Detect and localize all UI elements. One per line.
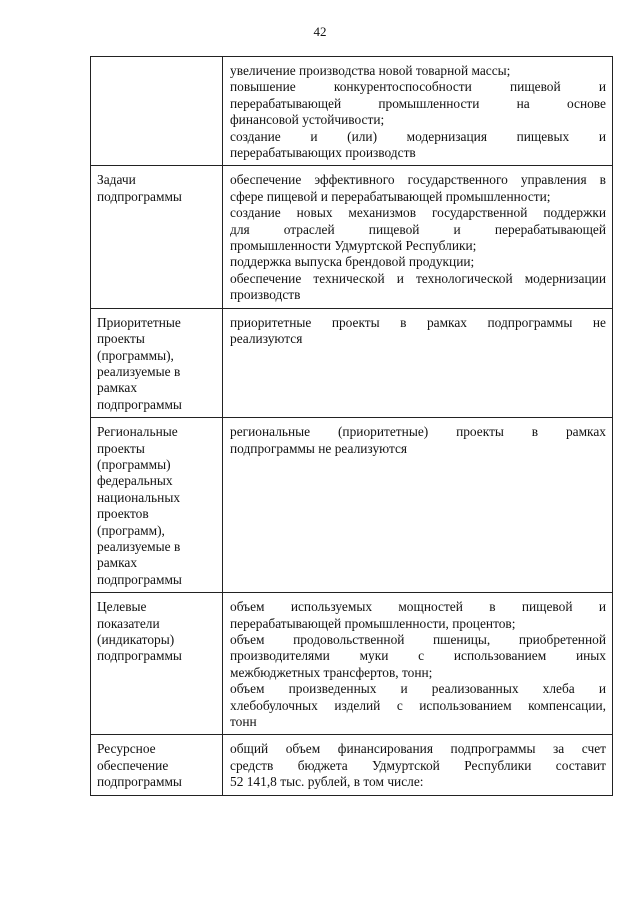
row-label-line: реализуемые в [97,538,181,554]
row-label-line: подпрограммы [97,188,182,204]
table-row [91,593,613,735]
row-content-line: повышение конкурентоспособности пищевой и [230,79,606,95]
table-row [91,166,613,308]
table-body [91,57,613,796]
row-label-cell [91,735,223,795]
row-content-line: региональные (приоритетные) проекты в рамках [230,424,606,440]
row-content-line: обеспечение эффективного государственного управления в [230,172,606,188]
row-content-line: 52 141,8 тыс. рублей, в том числе: [230,774,424,790]
row-content-line: производителями муки с использованием иных [230,648,606,664]
row-content-line: создание и (или) модернизация пищевых и [230,128,606,144]
row-label-cell [91,418,223,593]
row-label-line: рамках [97,380,138,396]
row-label-line: подпрограммы [97,396,182,412]
row-content-line: обеспечение технической и технологической модернизации [230,270,606,286]
row-label-line: (программы), [97,347,174,363]
row-label-line: реализуемые в [97,363,181,379]
row-content-line: подпрограммы не реализуются [230,440,408,456]
row-content-line: промышленности Удмуртской Республики; [230,238,477,254]
row-label-line: федеральных [97,473,173,489]
row-content-line: производств [230,287,301,303]
row-label-line: подпрограммы [97,571,182,587]
row-label-line: Целевые [97,599,147,615]
row-content-cell [223,57,613,166]
row-label-line: рамках [97,555,138,571]
row-content-line: создание новых механизмов государственной поддержки [230,205,606,221]
row-label-line: показатели [97,615,160,631]
row-content-line: перерабатывающих производств [230,145,416,161]
row-content-cell [223,735,613,795]
row-content-line: реализуются [230,331,303,347]
row-label-line: (программы) [97,456,171,472]
row-content-line: для отраслей пищевой и перерабатывающей [230,221,606,237]
row-content-line: поддержка выпуска брендовой продукции; [230,254,475,270]
row-label-line: (индикаторы) [97,632,175,647]
row-label-line: подпрограммы [97,774,182,790]
row-content-line: перерабатывающей промышленности на основе [230,95,606,111]
row-content-cell [223,418,613,593]
row-content-line: объем продовольственной пшеницы, приобретенной [230,632,606,647]
row-label-line: Региональные [97,424,178,440]
row-content-cell [223,166,613,308]
row-label-cell [91,57,223,166]
row-label-line: подпрограммы [97,648,182,664]
row-label-cell [91,166,223,308]
row-content-line: сфере пищевой и перерабатывающей промышленности; [230,188,551,204]
subprogram-passport-table [90,56,613,796]
row-label-cell [91,308,223,417]
row-label-line: проекты [97,440,145,456]
row-label-line: Ресурсное [97,741,156,757]
row-content-line: хлебобулочных изделий с использованием компенсации, [230,697,606,713]
row-label-line: обеспечение [97,757,169,773]
row-label-line: проекты [97,331,145,347]
row-content-line: объем произведенных и реализованных хлеба и [230,681,606,697]
table-row [91,735,613,795]
row-label-cell [91,593,223,735]
row-label-line: (программ), [97,522,165,538]
page-number: 42 [313,24,327,39]
row-content-line: приоритетные проекты в рамках подпрограммы не [230,314,606,330]
row-content-line: перерабатывающей промышленности, процентов; [230,615,516,631]
row-label-line: Приоритетные [97,314,181,330]
row-content-line: увеличение производства новой товарной массы; [230,63,511,78]
row-content-cell [223,308,613,417]
row-label-line: Задачи [97,172,136,188]
row-label-line: национальных [97,489,181,505]
table-row [91,57,613,166]
table-row [91,418,613,593]
row-label-line: проектов [97,506,149,522]
row-content-line: средств бюджета Удмуртской Республики составит [230,757,606,773]
table-row [91,308,613,417]
row-content-line: межбюджетных трансфертов, тонн; [230,664,433,680]
row-content-line: тонн [230,714,257,730]
row-content-cell [223,593,613,735]
row-content-line: объем используемых мощностей в пищевой и [230,599,606,615]
row-content-line: общий объем финансирования подпрограммы за счет [230,741,606,757]
row-content-line: финансовой устойчивости; [230,112,385,128]
